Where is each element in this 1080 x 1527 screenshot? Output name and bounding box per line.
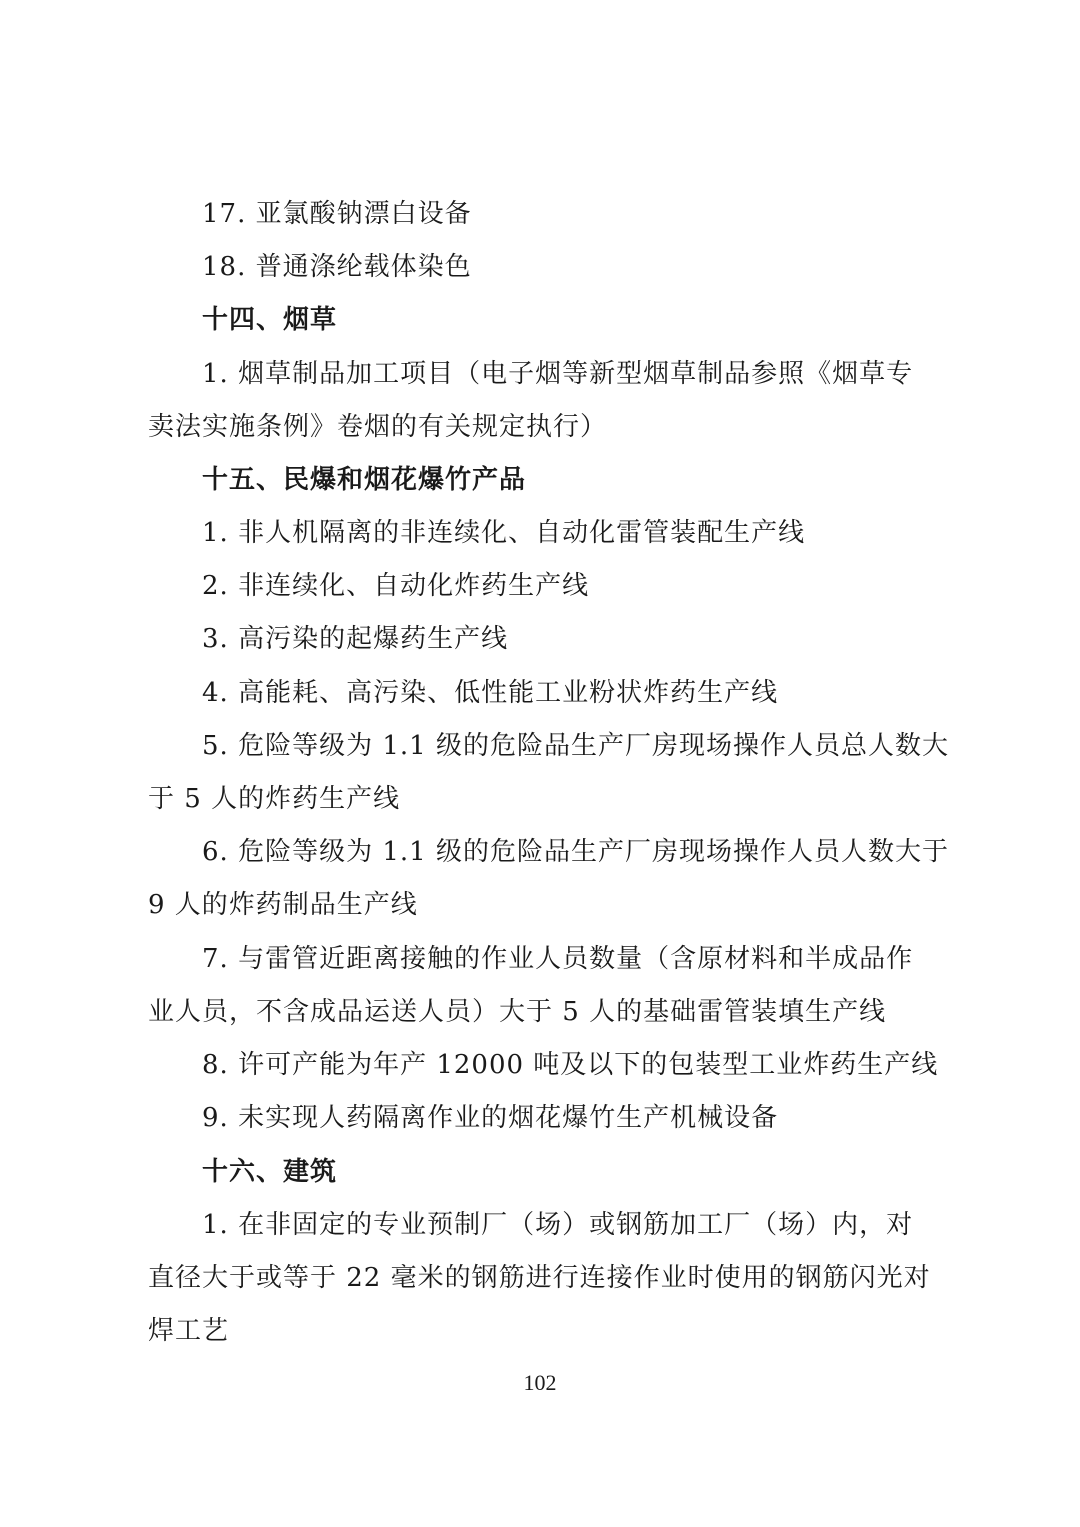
list-item-explosives-2: 2. 非连续化、自动化炸药生产线: [202, 571, 590, 601]
list-item-explosives-9: 9. 未实现人药隔离作业的烟花爆竹生产机械设备: [202, 1103, 779, 1133]
list-item-17: 17. 亚氯酸钠漂白设备: [202, 199, 472, 229]
list-item-explosives-6-cont: 9 人的炸药制品生产线: [148, 890, 418, 920]
list-item-construction-1-cont: 直径大于或等于 22 毫米的钢筋进行连接作业时使用的钢筋闪光对: [148, 1263, 931, 1293]
list-item-explosives-6: 6. 危险等级为 1.1 级的危险品生产厂房现场操作人员人数大于: [202, 837, 949, 867]
list-item-explosives-5: 5. 危险等级为 1.1 级的危险品生产厂房现场操作人员总人数大: [202, 731, 949, 761]
section-heading-construction: 十六、建筑: [202, 1157, 338, 1187]
section-heading-explosives: 十五、民爆和烟花爆竹产品: [202, 465, 527, 495]
list-item-explosives-3: 3. 高污染的起爆药生产线: [202, 624, 509, 654]
list-item-construction-1: 1. 在非固定的专业预制厂（场）或钢筋加工厂（场）内，对: [202, 1210, 914, 1240]
list-item-tobacco-1-cont: 卖法实施条例》卷烟的有关规定执行）: [148, 412, 608, 442]
list-item-construction-1-cont2: 焊工艺: [148, 1316, 230, 1346]
list-item-18: 18. 普通涤纶载体染色: [202, 252, 472, 282]
list-item-explosives-1: 1. 非人机隔离的非连续化、自动化雷管装配生产线: [202, 518, 806, 548]
list-item-explosives-8: 8. 许可产能为年产 12000 吨及以下的包装型工业炸药生产线: [202, 1050, 939, 1080]
list-item-explosives-4: 4. 高能耗、高污染、低性能工业粉状炸药生产线: [202, 678, 779, 708]
list-item-explosives-5-cont: 于 5 人的炸药生产线: [148, 784, 401, 814]
list-item-explosives-7: 7. 与雷管近距离接触的作业人员数量（含原材料和半成品作: [202, 944, 914, 974]
section-heading-tobacco: 十四、烟草: [202, 305, 338, 335]
list-item-tobacco-1: 1. 烟草制品加工项目（电子烟等新型烟草制品参照《烟草专: [202, 359, 914, 389]
list-item-explosives-7-cont: 业人员，不含成品运送人员）大于 5 人的基础雷管装填生产线: [148, 997, 887, 1027]
page-number: 102: [523, 1370, 557, 1395]
